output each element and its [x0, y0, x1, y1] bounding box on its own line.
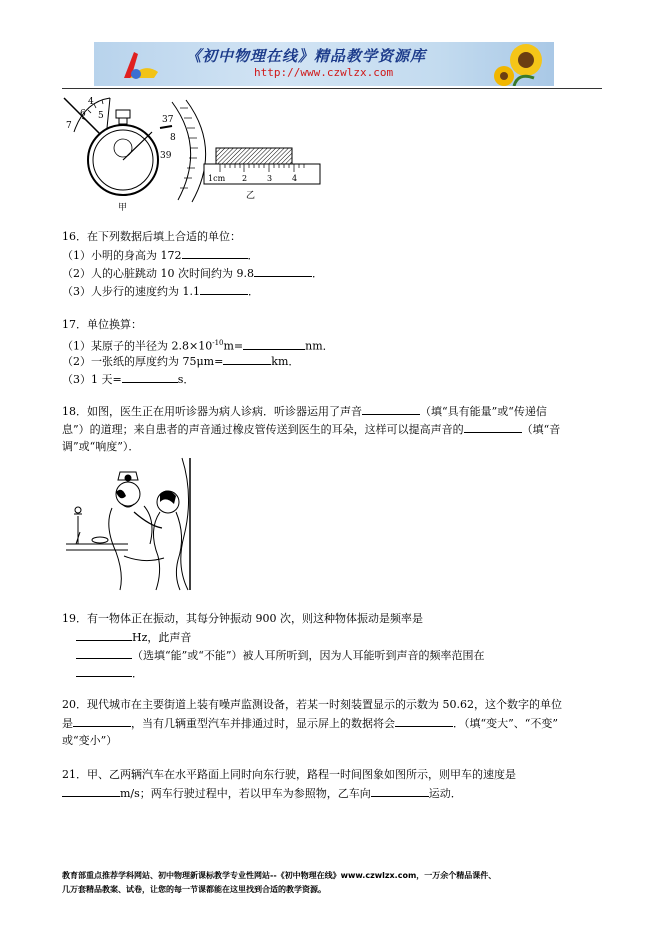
q16-blank3[interactable] — [200, 282, 248, 295]
scale-label-37: 37 — [162, 115, 174, 125]
q20-blank1[interactable] — [73, 714, 131, 727]
q17-blank1[interactable] — [243, 337, 305, 350]
scale-label-8: 8 — [170, 133, 176, 143]
dial-label-7: 7 — [66, 121, 72, 131]
ruler-label-2: 2 — [242, 174, 248, 183]
page-footer — [62, 869, 622, 897]
q17-blank2[interactable] — [223, 352, 271, 365]
q17-line2: （2）一张纸的厚度约为 75μm= km． — [62, 352, 299, 371]
ruler-label-1cm: 1cm — [208, 174, 226, 183]
q16-line2: （2）人的心脏跳动 10 次时间约为 9.8 ． — [62, 264, 323, 283]
q19-line1: 19．有一物体正在振动，其每分钟振动 900 次，则这种物体振动是频率是 — [62, 612, 423, 625]
sunflower-image — [494, 44, 542, 86]
q21-blank1[interactable] — [62, 784, 120, 797]
dial-label-6: 6 — [80, 109, 86, 119]
q19-blank2[interactable] — [76, 646, 132, 659]
q19-blank1[interactable] — [76, 628, 132, 641]
q19-line4: ． — [76, 664, 143, 683]
q19-line2: Hz，此声音 — [76, 628, 191, 647]
figure-doctor-stethoscope — [64, 456, 204, 592]
q17-line1: （1）某原子的半径为 $2.8\times 10^{-10}m=$ nm． — [62, 334, 334, 356]
q18-blank2[interactable] — [464, 420, 522, 433]
dial-label-4: 4 — [88, 97, 94, 107]
scale-label-39: 39 — [160, 151, 172, 161]
q19-blank3[interactable] — [76, 664, 132, 677]
banner-url[interactable]: http://www.czwlzx.com — [254, 66, 394, 79]
header-banner — [94, 42, 554, 86]
q17-blank3[interactable] — [122, 370, 178, 383]
q17-title: 17．单位换算： — [62, 318, 142, 331]
header-divider — [62, 88, 602, 89]
q19-line3: （选填“能”或“不能”）被人耳所听到，因为人耳能听到声音的频率范围在 — [76, 646, 485, 665]
q16-line3: （3）人步行的速度约为 1.1 ． — [62, 282, 259, 301]
q16-blank2[interactable] — [254, 264, 312, 277]
caption-right: 乙 — [246, 191, 256, 201]
q18-line1: 18．如图，医生正在用听诊器为病人诊病．听诊器运用了声音 （填“具有能量”或“传递信 — [62, 402, 547, 421]
q20-line1: 20．现代城市在主要街道上装有噪声监测设备，若某一时刻装置显示的示数为 50.62，这个数字的单位 — [62, 698, 562, 711]
q21-line2: m/s；两车行驶过程中，若以甲车为参照物，乙车向 运动． — [62, 784, 462, 803]
q20-line2: 是 ，当有几辆重型汽车并排通过时，显示屏上的数据将会 ．（填“变大”、“不变” — [62, 714, 558, 733]
site-logo — [124, 52, 158, 79]
q20-blank2[interactable] — [395, 714, 453, 727]
stopwatch-scale-arc — [172, 100, 206, 202]
ruler-label-3: 3 — [267, 174, 273, 183]
dial-label-5: 5 — [98, 111, 104, 121]
q16-line1: （1）小明的身高为 172 ． — [62, 246, 259, 265]
figure-stopwatch-ruler — [60, 92, 330, 214]
q21-blank2[interactable] — [371, 784, 429, 797]
q16-blank1[interactable] — [182, 246, 248, 259]
q21-line1: 21．甲、乙两辆汽车在水平路面上同时向东行驶，路程一时间图象如图所示，则甲车的速度是 — [62, 768, 516, 781]
q16-title: 16．在下列数据后填上合适的单位： — [62, 230, 241, 243]
banner-title: 《初中物理在线》精品教学资源库 — [186, 47, 427, 65]
q18-line2: 息”）的道理；来自患者的声音通过橡皮管传送到医生的耳朵，这样可以提高声音的 （填“音 — [62, 420, 560, 439]
q18-line3: 调”或“响度”）． — [62, 440, 140, 453]
footer-line1: 教育部重点推荐学科网站、初中物理新课标教学专业性网站--《初中物理在线》www.czwlzx.com，一万余个精品课件、 — [62, 871, 497, 880]
ruler-label-4: 4 — [292, 174, 298, 183]
q20-line3: 或“变小”） — [62, 734, 118, 747]
q18-blank1[interactable] — [362, 402, 420, 415]
caption-left: 甲 — [118, 203, 128, 213]
q17-line3: （3）1 天= s． — [62, 370, 194, 389]
footer-line2: 几万套精品教案、试卷，让您的每一节课都能在这里找到合适的教学资源。 — [62, 885, 326, 894]
